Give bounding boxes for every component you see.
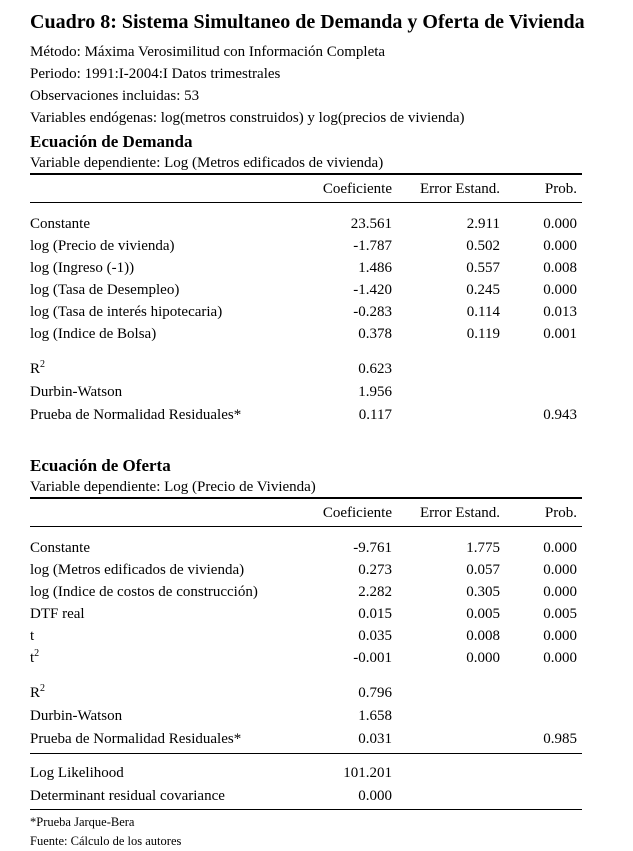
stderr-value: 0.245: [466, 282, 500, 298]
row-label: Determinant residual covariance: [30, 788, 225, 804]
demand-heading: Ecuación de Demanda: [30, 132, 193, 151]
prob-value: 0.000: [543, 562, 577, 578]
stderr-value: 0.000: [466, 650, 500, 666]
table-row: [30, 682, 582, 705]
prob-value: 0.000: [543, 628, 577, 644]
demand-table: [30, 173, 582, 427]
system-stats-block: [30, 754, 582, 810]
stderr-value: [392, 381, 500, 404]
stderr-value: [392, 728, 500, 751]
prob-value: [500, 705, 582, 728]
supply-table-body: [30, 527, 582, 754]
prob-value: 0.000: [543, 282, 577, 298]
coefficient-value: 101.201: [343, 765, 392, 781]
stderr-value: [392, 785, 500, 808]
supply-stats: [30, 682, 582, 754]
row-label: DTF real: [30, 606, 85, 622]
stderr-value: 0.557: [466, 260, 500, 276]
prob-value: [500, 358, 582, 381]
table-row: [30, 559, 582, 581]
stderr-value: 2.911: [466, 216, 500, 232]
row-label-r-squared: $R^2$: [30, 359, 46, 377]
header-stderr: Error Estand.: [420, 505, 500, 521]
table-row: [30, 762, 582, 785]
row-label: Prueba de Normalidad Residuales*: [30, 407, 242, 423]
row-label-t-squared: $t^2$: [30, 648, 40, 666]
table-row: [30, 213, 582, 235]
footnote-jarque-bera: *Prueba Jarque-Bera: [30, 815, 135, 829]
meta-method: Método: Máxima Verosimilitud con Información Completa: [30, 44, 386, 60]
table-row: [30, 603, 582, 625]
table-row: [30, 301, 582, 323]
prob-value: [500, 785, 582, 808]
table-row: [30, 358, 582, 381]
row-label: log (Tasa de interés hipotecaria): [30, 304, 223, 320]
prob-value: 0.013: [543, 304, 577, 320]
stderr-value: 1.775: [466, 540, 500, 556]
meta-endogenous-variables: Variables endógenas: log(metros construidos) y log(precios de vivienda): [30, 110, 465, 126]
stderr-value: 0.008: [466, 628, 500, 644]
prob-value: 0.000: [543, 216, 577, 232]
row-gap: [30, 669, 582, 682]
supply-heading: Ecuación de Oferta: [30, 456, 171, 475]
row-label: Prueba de Normalidad Residuales*: [30, 731, 242, 747]
coefficient-value: 0.000: [358, 788, 392, 804]
row-label: Durbin-Watson: [30, 708, 123, 724]
prob-value: 0.943: [543, 407, 577, 423]
stderr-value: 0.005: [466, 606, 500, 622]
supply-header-row: [30, 499, 582, 527]
table-row: [30, 625, 582, 647]
table-document: [30, 10, 585, 851]
coefficient-value: 0.796: [358, 685, 392, 701]
prob-value: 0.005: [543, 606, 577, 622]
prob-value: 0.000: [543, 650, 577, 666]
stderr-value: 0.119: [466, 326, 500, 342]
meta-period: Periodo: 1991:I-2004:I Datos trimestrales: [30, 66, 281, 82]
stderr-value: [392, 682, 500, 705]
row-label: log (Metros edificados de vivienda): [30, 562, 245, 578]
prob-value: 0.001: [543, 326, 577, 342]
superscript: 2: [34, 648, 40, 659]
footnote-source: Fuente: Cálculo de los autores: [30, 834, 182, 848]
table-row: [30, 323, 582, 345]
header-coefficient: Coeficiente: [322, 505, 392, 521]
demand-section: [30, 130, 582, 427]
header-coefficient: Coeficiente: [322, 181, 392, 197]
demand-header-row: [30, 175, 582, 203]
row-label: log (Indice de Bolsa): [30, 326, 157, 342]
header-prob: Prob.: [544, 505, 577, 521]
coefficient-value: 0.273: [358, 562, 392, 578]
table-row: [30, 279, 582, 301]
prob-value: 0.000: [543, 540, 577, 556]
row-label: log (Tasa de Desempleo): [30, 282, 180, 298]
stderr-value: [392, 705, 500, 728]
row-label: log (Precio de vivienda): [30, 238, 175, 254]
row-label: log (Ingreso (-1)): [30, 260, 135, 276]
table-row: [30, 647, 582, 669]
stderr-value: 0.502: [466, 238, 500, 254]
row-label-r-squared: $R^2$: [30, 683, 46, 701]
row-label: Durbin-Watson: [30, 384, 123, 400]
prob-value: [500, 762, 582, 785]
demand-table-body: [30, 203, 582, 427]
row-label: Constante: [30, 540, 90, 556]
prob-value: [500, 381, 582, 404]
table-row: [30, 785, 582, 808]
coefficient-value: 2.282: [358, 584, 392, 600]
prob-value: 0.000: [543, 584, 577, 600]
coefficient-value: 0.623: [358, 361, 392, 377]
supply-dependent-variable: Variable dependiente: Log (Precio de Vivienda): [30, 479, 316, 495]
stderr-value: 0.057: [466, 562, 500, 578]
row-label: log (Indice de costos de construcción): [30, 584, 258, 600]
prob-value: 0.000: [543, 238, 577, 254]
prob-value: 0.985: [543, 731, 577, 747]
meta-observations: Observaciones incluidas: 53: [30, 88, 200, 104]
prob-value: 0.008: [543, 260, 577, 276]
table-row: [30, 235, 582, 257]
coefficient-value: 0.117: [358, 407, 392, 423]
stderr-value: [392, 762, 500, 785]
table-row: [30, 257, 582, 279]
header-empty-cell: [30, 180, 290, 198]
supply-table: [30, 497, 582, 754]
supply-section: [30, 454, 582, 754]
header-prob: Prob.: [544, 181, 577, 197]
coefficient-value: -1.787: [353, 238, 392, 254]
table-row: [30, 581, 582, 603]
coefficient-value: -1.420: [353, 282, 392, 298]
footnotes: [30, 813, 582, 851]
superscript: 2: [40, 683, 46, 694]
header-empty-cell: [30, 504, 290, 522]
coefficient-value: 23.561: [350, 216, 392, 232]
coefficient-value: -0.001: [353, 650, 392, 666]
coefficient-value: 1.658: [358, 708, 392, 724]
coefficient-value: 0.035: [358, 628, 392, 644]
coefficient-value: 0.031: [358, 731, 392, 747]
row-label: Log Likelihood: [30, 765, 124, 781]
coefficient-value: -0.283: [353, 304, 392, 320]
coefficient-value: 0.015: [358, 606, 392, 622]
prob-value: [500, 682, 582, 705]
demand-dependent-variable: Variable dependiente: Log (Metros edificados de vivienda): [30, 155, 384, 171]
table-row: [30, 404, 582, 427]
stderr-value: 0.305: [466, 584, 500, 600]
table-row: [30, 537, 582, 559]
demand-stats: [30, 358, 582, 427]
table-row: [30, 381, 582, 404]
stderr-value: [392, 404, 500, 427]
row-label: t: [30, 628, 35, 644]
stderr-value: 0.114: [466, 304, 500, 320]
coefficient-value: -9.761: [353, 540, 392, 556]
table-row: [30, 728, 582, 751]
row-label: Constante: [30, 216, 90, 232]
coefficient-value: 0.378: [358, 326, 392, 342]
table-row: [30, 705, 582, 728]
coefficient-value: 1.486: [358, 260, 392, 276]
coefficient-value: 1.956: [358, 384, 392, 400]
meta-block: [30, 41, 582, 129]
superscript: 2: [40, 359, 46, 370]
header-stderr: Error Estand.: [420, 181, 500, 197]
stderr-value: [392, 358, 500, 381]
row-gap: [30, 345, 582, 358]
page-title: Cuadro 8: Sistema Simultaneo de Demanda y Oferta de Vivienda: [30, 11, 585, 33]
